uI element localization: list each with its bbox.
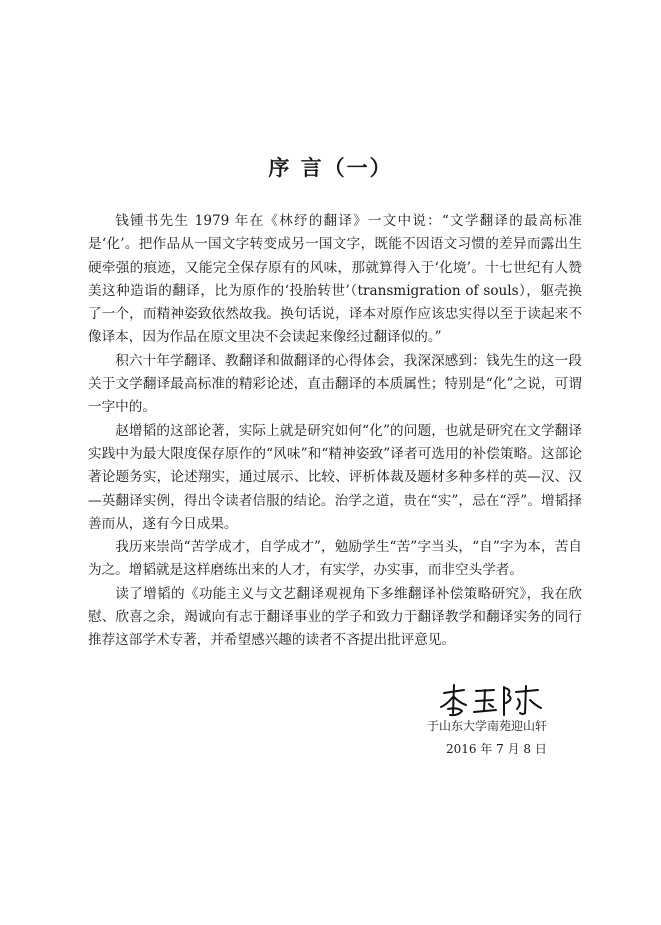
paragraph: 我历来崇尚“苦学成才，自学成才”，勉励学生“苦”字当头，“自”字为本，苦自为之。增韬就是这样磨练出来的人才，有实学，办实事，而非空头学者。 [88,539,582,579]
location-line: 于山东大学南苑迎山轩 [427,719,548,733]
preface-body [88,210,582,653]
handwritten-signature [438,683,548,719]
page-title: 序 言（一） [268,155,393,180]
paragraph: 赵增韬的这部论著，实际上就是研究如何“化”的问题，也就是研究在文学翻译实践中为最大限度保存原作的“风味”和“精神姿致”译者可选用的补偿策略。这部论著论题务实，论述翔实，通过展示、比较、评析体裁及题材多种多样的英—汉、汉—英翻译实例，得出令读者信服的结论。治学之道，贵在“实”，忌在“浮”。增韬择善而从，遂有今日成果。 [88,422,582,532]
paragraph: 钱锺书先生 1979 年在《林纾的翻译》一文中说：“文学翻译的最高标准是‘化’。把作品从一国文字转变成另一国文字，既能不因语文习惯的差异而露出生硬牵强的痕迹，又能完全保存原有的风味，那就算得入于‘化境’。十七世纪有人赞美这种造诣的翻译，比为原作的‘投胎转世’（transmigration of souls），躯壳换了一个，而精神姿致依然故我。换句话说，译本对原作应该忠实得以至于读起来不像译本，因为作品在原文里决不会读起来像经过翻译似的。” [88,213,582,346]
date-line: 2016 年 7 月 8 日 [446,742,547,756]
paragraph: 读了增韬的《功能主义与文艺翻译观视角下多维翻译补偿策略研究》，我在欣慰、欣喜之余，竭诚向有志于翻译事业的学子和致力于翻译教学和翻译实务的同行推荐这部学术专著，并希望感兴趣的读者不吝提出批评意见。 [88,585,582,649]
paragraph: 积六十年学翻译、教翻译和做翻译的心得体会，我深深感到：钱先生的这一段关于文学翻译最高标准的精彩论述，直击翻译的本质属性；特别是“化”之说，可谓一字中的。 [88,352,582,416]
